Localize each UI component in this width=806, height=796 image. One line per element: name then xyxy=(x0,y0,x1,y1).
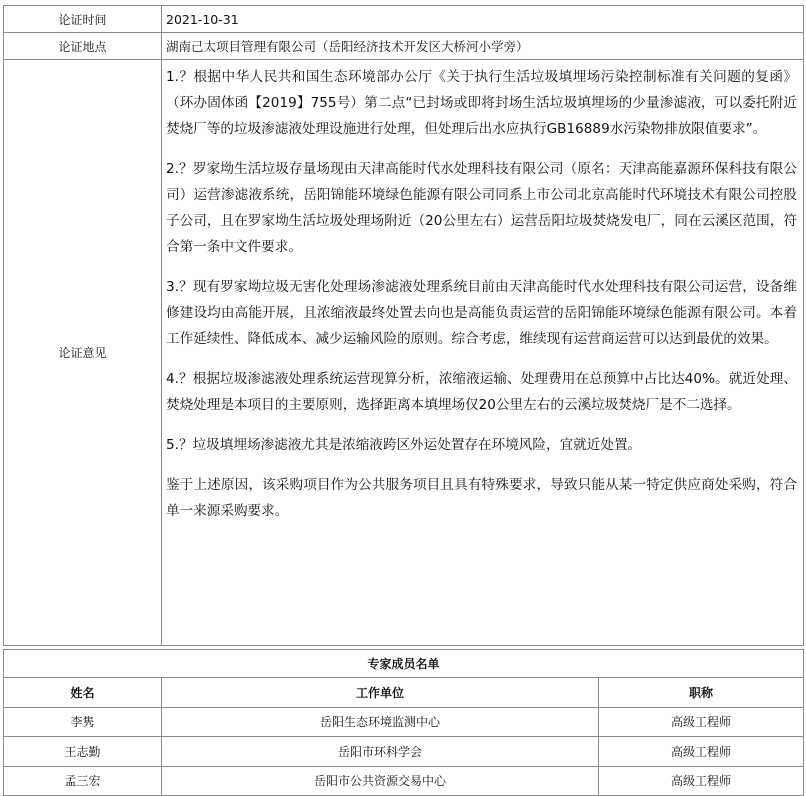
column-header-employer: 工作单位 xyxy=(162,678,599,708)
argument-info-table xyxy=(3,5,804,646)
opinion-label: 论证意见 xyxy=(4,60,162,646)
column-header-name: 姓名 xyxy=(4,678,162,708)
opinion-paragraph-4: 4.？根据垃圾渗滤液处理系统运营现算分析，浓缩液运输、处理费用在总预算中占比达40%。就近处理、焚烧处理是本项目的主要原则，选择距离本填埋场仅20公里左右的云溪垃圾焚烧厂是不二选择。 xyxy=(166,371,797,413)
column-header-title: 职称 xyxy=(599,678,804,708)
expert-name: 孟三宏 xyxy=(4,766,162,796)
date-label: 论证时间 xyxy=(4,6,162,33)
expert-employer: 岳阳生态环境监测中心 xyxy=(162,707,599,737)
location-row xyxy=(4,33,804,60)
expert-list-title-row xyxy=(4,650,804,678)
opinion-paragraph-1: 1.？根据中华人民共和国生态环境部办公厅《关于执行生活垃圾填埋场污染控制标准有关问题的复函》（环办固体函【2019】755号）第二点“已封场或即将封场生活垃圾填埋场的少量渗滤液，可以委托附近焚烧厂等的垃圾渗滤液处理设施进行处理，但处理后出水应执行GB16889水污染物排放限值要求”。 xyxy=(166,69,797,137)
opinion-conclusion: 鉴于上述原因，该采购项目作为公共服务项目且具有特殊要求，导致只能从某一特定供应商处采购，符合单一来源采购要求。 xyxy=(166,477,797,519)
expert-title: 高级工程师 xyxy=(599,766,804,796)
expert-header-row xyxy=(4,678,804,708)
location-value: 湖南己太项目管理有限公司（岳阳经济技术开发区大桥河小学旁） xyxy=(162,33,804,60)
location-label: 论证地点 xyxy=(4,33,162,60)
expert-list-table xyxy=(3,649,804,796)
expert-title: 高级工程师 xyxy=(599,707,804,737)
table-row xyxy=(4,766,804,796)
date-value: 2021-10-31 xyxy=(162,6,804,33)
opinion-paragraph-5: 5.？垃圾填埋场渗滤液尤其是浓缩液跨区外运处置存在环境风险，宜就近处置。 xyxy=(166,437,642,453)
opinion-paragraph-2: 2.？罗家坳生活垃圾存量场现由天津高能时代水处理科技有限公司（原名：天津高能嘉源环保科技有限公司）运营渗滤液系统，岳阳锦能环境绿色能源有限公司同系上市公司北京高能时代环境技术有限公司控股子公司，且在罗家坳生活垃圾处理场附近（20公里左右）运营岳阳垃圾焚烧发电厂，同在云溪区范围，符合第一条中文件要求。 xyxy=(166,161,797,255)
opinion-cell xyxy=(162,60,804,646)
expert-name: 李隽 xyxy=(4,707,162,737)
expert-list-title: 专家成员名单 xyxy=(4,650,804,678)
expert-name: 王志勤 xyxy=(4,737,162,767)
opinion-paragraph-3: 3.？现有罗家坳垃圾无害化处理场渗滤液处理系统目前由天津高能时代水处理科技有限公司运营，设备维修建设均由高能开展，且浓缩液最终处置去向也是高能负责运营的岳阳锦能环境绿色能源有限公司。本着工作延续性、降低成本、减少运输风险的原则。综合考虑，维续现有运营商运营可以达到最优的效果。 xyxy=(166,279,797,347)
date-row xyxy=(4,6,804,33)
opinion-row xyxy=(4,60,804,646)
expert-title: 高级工程师 xyxy=(599,737,804,767)
opinion-text xyxy=(162,60,803,524)
table-row xyxy=(4,737,804,767)
table-row xyxy=(4,707,804,737)
expert-employer: 岳阳市公共资源交易中心 xyxy=(162,766,599,796)
expert-employer: 岳阳市环科学会 xyxy=(162,737,599,767)
